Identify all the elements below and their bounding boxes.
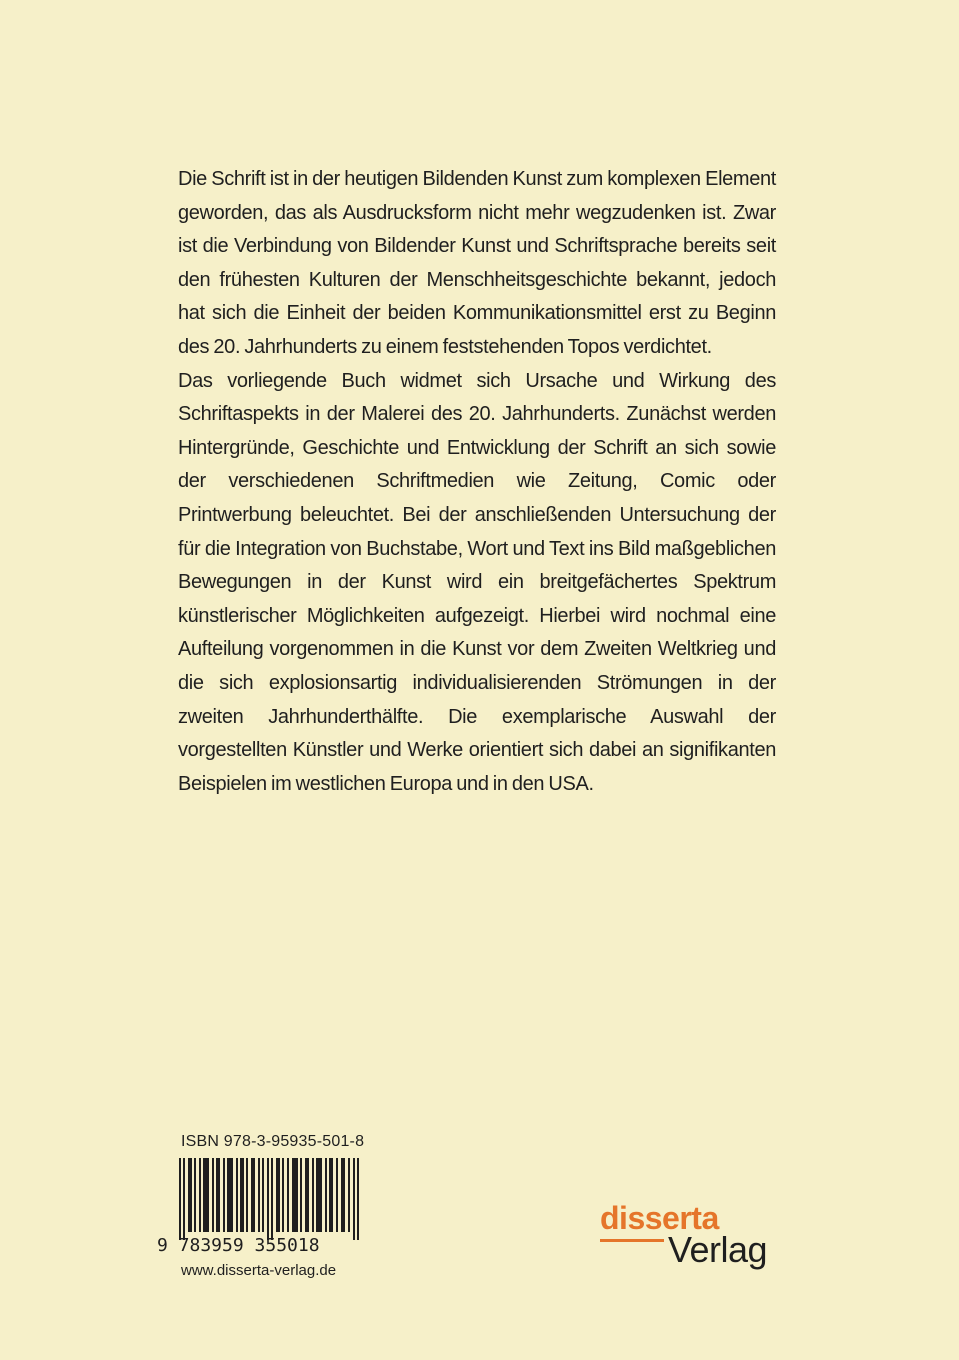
barcode-bars	[179, 1158, 364, 1240]
blurb-paragraph-2: Das vorliegende Buch widmet sich Ursache und Wirkung des Schriftaspekts in der Malerei des 20. Jahrhunderts. Zunächst werden Hintergründe, Geschichte und Entwicklung der Schrift an sich sowie der verschiedenen Schriftmedien wie Zeitung, Comic oder Printwerbung beleuchtet. Bei der anschließenden Untersuchung der für die Integration von Buchstabe, Wort und Text ins Bild maßgeblichen Bewegungen in der Kunst wird ein breitgefächertes Spektrum künstlerischer Möglichkeiten aufgezeigt. Hierbei wird nochmal eine Aufteilung vorgenommen in die Kunst vor dem Zweiten Weltkrieg und die sich explosionsartig individualisierenden Strömungen in der zweiten Jahrhunderthälfte. Die exemplarische Auswahl der vorgestellten Künstler und Werke orientiert sich dabei an signifikanten Beispielen im westlichen Europa und in den USA.	[178, 369, 776, 795]
logo-verlag: Verlag	[668, 1229, 768, 1270]
barcode-digits: 9 783959 355018	[157, 1235, 320, 1256]
blurb-text	[178, 163, 776, 801]
isbn-label: ISBN 978-3-95935-501-8	[181, 1133, 365, 1150]
blurb-paragraph-1: Die Schrift ist in der heutigen Bildenden Kunst zum komplexen Element geworden, das als Ausdrucksform nicht mehr wegzudenken ist. Zwar ist die Verbindung von Bildender Kunst und Schriftsprache bereits seit den frühesten Kulturen der Menschheitsgeschichte bekannt, jedoch hat sich die Einheit der beiden Kommunikationsmittel erst zu Beginn des 20. Jahrhunderts zu einem feststehenden Topos verdichtet.	[178, 168, 776, 358]
logo-rule	[600, 1239, 664, 1242]
publisher-logo	[598, 1200, 783, 1280]
logo-disserta: disserta	[600, 1200, 719, 1236]
publisher-website: www.disserta-verlag.de	[181, 1262, 337, 1279]
barcode	[157, 1158, 367, 1258]
